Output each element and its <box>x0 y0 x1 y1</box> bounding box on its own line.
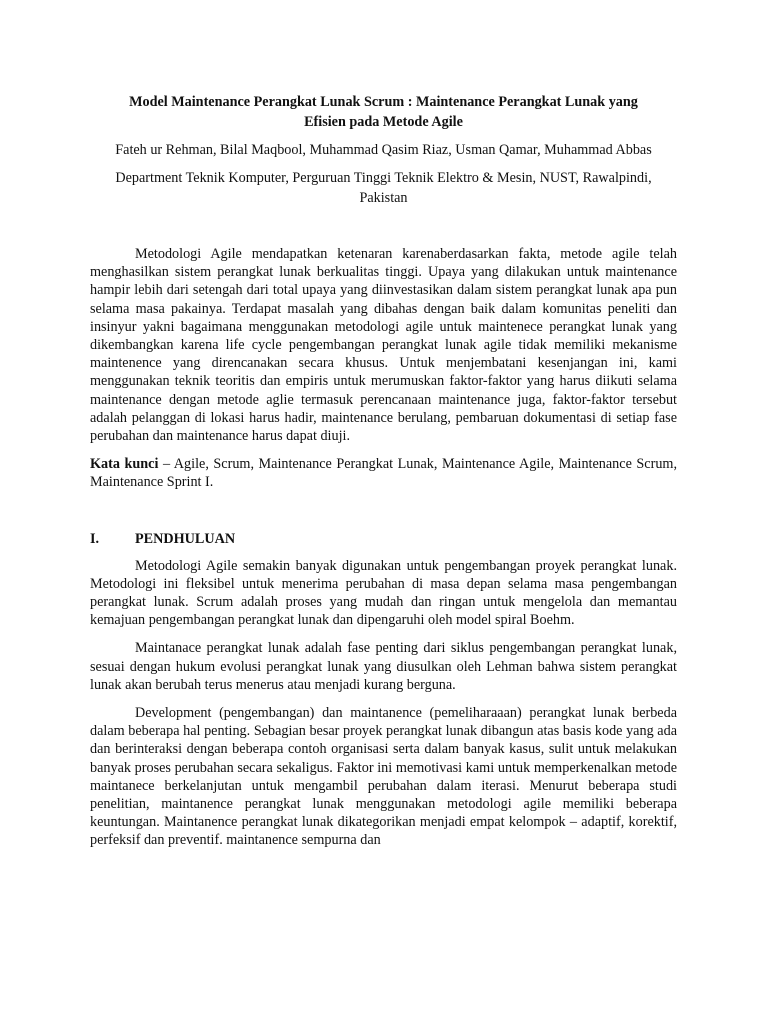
intro-paragraph-2: Maintanace perangkat lunak adalah fase penting dari siklus pengembangan perangkat lunak, sesuai dengan hukum evolusi perangkat lunak yang diusulkan oleh Lehman bahwa sistem perangkat lunak akan berubah terus menerus atau menjadi kurang berguna. <box>90 640 677 693</box>
paper-title <box>90 92 677 132</box>
keywords-text: – Agile, Scrum, Maintenance Perangkat Lunak, Maintenance Agile, Maintenance Scrum, Maintenance Sprint I. <box>90 456 677 491</box>
title-line-2: Efisien pada Metode Agile <box>304 114 463 130</box>
section-heading-introduction <box>90 529 677 549</box>
affiliation: Department Teknik Komputer, Perguruan Tinggi Teknik Elektro & Mesin, NUST, Rawalpindi, Pakistan <box>115 170 652 206</box>
intro-paragraph-1: Metodologi Agile semakin banyak digunakan untuk pengembangan proyek perangkat lunak. Metodologi ini fleksibel untuk menerima perubahan di masa depan selama masa pengembangan perangkat lunak. Scrum adalah proses yang mudah dan ringan untuk mengelola dan memantau kemajuan pengembangan perangkat lunak dan dipengaruhi oleh model spiral Boehm. <box>90 557 677 629</box>
author-list: Fateh ur Rehman, Bilal Maqbool, Muhammad Qasim Riaz, Usman Qamar, Muhammad Abbas <box>115 142 652 158</box>
section-title: PENDHULUAN <box>135 530 236 547</box>
title-line-1: Model Maintenance Perangkat Lunak Scrum : Maintenance Perangkat Lunak yang <box>129 94 638 110</box>
section-number: I. <box>90 530 100 547</box>
intro-paragraph-3: Development (pengembangan) dan maintanence (pemeliharaaan) perangkat lunak berbeda dalam beberapa hal penting. Sebagian besar proyek perangkat lunak dibangun atas basis kode yang ada dan berinteraksi dengan beberapa contoh organisasi serta dalam banyak kasus, sulit untuk melakukan banyak proses perubahan secara sekaligus. Faktor ini memotivasi kami untuk memperkenalkan metode maintanece berkelanjutan untuk mengambil perubahan dalam iterasi. Menurut beberapa studi penelitian, maintanence perangkat lunak menggunakan metodologi agile memiliki beberapa keuntungan. Maintanence perangkat lunak dikategorikan menjadi empat kelompok – adaptif, korektif, perfeksif dan preventif. maintanence sempurna dan <box>90 705 677 849</box>
abstract: Metodologi Agile mendapatkan ketenaran karenaberdasarkan fakta, metode agile telah menghasilkan sistem perangkat lunak berkualitas tinggi. Upaya yang dilakukan untuk maintenance hampir lebih dari setengah dari total upaya yang diinvestasikan dalam sistem perangkat lunak apa pun selama masa pakainya. Terdapat masalah yang dibahas dengan baik dalam komunitas peneliti dan insinyur yakni bagaimana menggunakan metodologi agile untuk maintenece perangkat lunak yang dikembangkan karena life cycle pengembangan perangkat lunak agile tidak memiliki mekanisme maintenence yang direncanakan secara khusus. Untuk menjembatani kesenjangan ini, kami menggunakan teknik teoritis dan empiris untuk merumuskan faktor-faktor yang harus diikuti selama maintenance dengan metode aglie termasuk perencanaan maintenance juga, faktor-faktor tersebut adalah pelanggan di lokasi harus hadir, maintenance berulang, pembaruan dokumentasi di setiap fase perubahan dan maintenance harus dapat diuji. <box>90 246 677 445</box>
keywords-label: Kata kunci <box>90 456 159 473</box>
document-page <box>90 92 677 850</box>
keywords <box>90 455 677 491</box>
